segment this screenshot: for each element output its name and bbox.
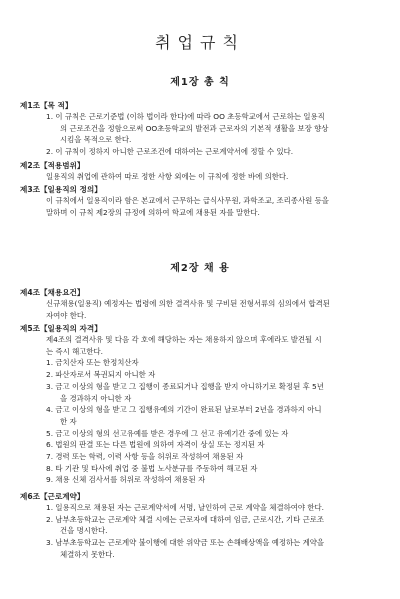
article-heading: 제6조【근로계약】 [20,492,85,501]
article-line: 는 즉시 해고한다. [46,346,104,356]
list-item: 체결하지 못한다. [60,549,115,559]
list-item: 2. 남부초등학교는 근로계약 체결 시에는 근로자에 대하여 임금, 근로시간, 기타 근로조 [46,514,324,524]
document-title: 취업규칙 [155,33,245,52]
article-heading: 제4조【채용요건】 [20,288,85,297]
list-item: 8. 타 기관 및 타사에 취업 중 불법 노사분규를 주동하여 해고된 자 [46,463,258,473]
article-line: 의 근로조건을 정함으로써 OO초등학교의 발전과 근로자의 기본적 생활을 보장 향상 [60,123,329,133]
article-heading: 제3조【일용직의 정의】 [20,185,102,194]
list-item: 6. 법원의 판결 또는 다른 법원에 의하여 자격이 상실 또는 정지된 자 [46,440,265,450]
article-line: 이 규칙에서 일용직이라 함은 본교에서 근무하는 급식사무원, 과학조교, 조리종사원 등을 [46,196,329,205]
list-item: 2. 파산자로서 복권되지 아니한 자 [46,370,156,380]
list-item: 3. 금고 이상의 형을 받고 그 집행이 종료되거나 집행을 받지 아니하기로 확정된 후 5년 [46,381,324,391]
article-heading: 제2조【적용범위】 [20,161,85,170]
list-item: 을 경과하지 아니한 자 [60,393,132,403]
article-line: 2. 이 규칙이 정하지 아니한 근로조건에 대하여는 근로계약서에 정할 수 있다. [46,147,294,157]
article-line: 일용직의 취업에 관하여 따로 정한 사항 외에는 이 규칙에 정한 바에 의한다. [46,172,289,181]
article-line: 시킴을 목적으로 한다. [60,135,132,145]
article-heading: 제1조【목 적】 [20,101,73,110]
list-item: 1. 금치산자 또는 한정치산자 [46,358,139,368]
article-line: 제4조의 결격사유 및 다음 각 호에 해당하는 자는 채용하지 않으며 후에라도 발견될 시 [46,335,322,344]
list-item: 5. 금고 이상의 형의 선고유예를 받은 경우에 그 선고 유예기간 중에 있는 자 [46,428,289,438]
list-item: 7. 경력 또는 학력, 이력 사항 등을 허위로 작성하여 채용된 자 [46,452,244,461]
list-item: 9. 채용 신체 검사서를 허위로 작성하여 채용된 자 [46,475,206,485]
article-line: 말하며 이 규칙 제2장의 규정에 의하여 학교에 채용된 자를 말한다. [46,207,260,217]
article-heading: 제5조【일용직의 자격】 [20,324,102,333]
article-line: 신규채용(일용직) 예정자는 법령에 의한 결격사유 및 구비된 전형서류의 심의에서 합격된 [46,299,330,308]
list-item: 한 자 [60,416,77,426]
article-line: 1. 이 규칙은 근로기준법 (이하 법이라 한다)에 따라 OO 초등학교에서 근로하는 일용직 [46,112,325,121]
list-item: 4. 금고 이상의 형을 받고 그 집행유예의 기간이 완료된 날로부터 2년을 경과하지 아니 [46,405,322,415]
list-item: 1. 일용직으로 채용된 자는 근로계약서에 서명, 날인하여 근로 계약을 체결하여야 한다. [46,503,324,512]
list-item: 건을 명시한다. [60,526,108,536]
list-item: 3. 남부초등학교는 근로계약 불이행에 대한 위약금 또는 손해배상액을 예정하는 계약을 [46,538,325,548]
article-line: 자여야 한다. [46,310,87,320]
chapter-heading: 제2장 채 용 [170,263,230,274]
chapter-heading: 제1장 총 칙 [170,77,230,88]
